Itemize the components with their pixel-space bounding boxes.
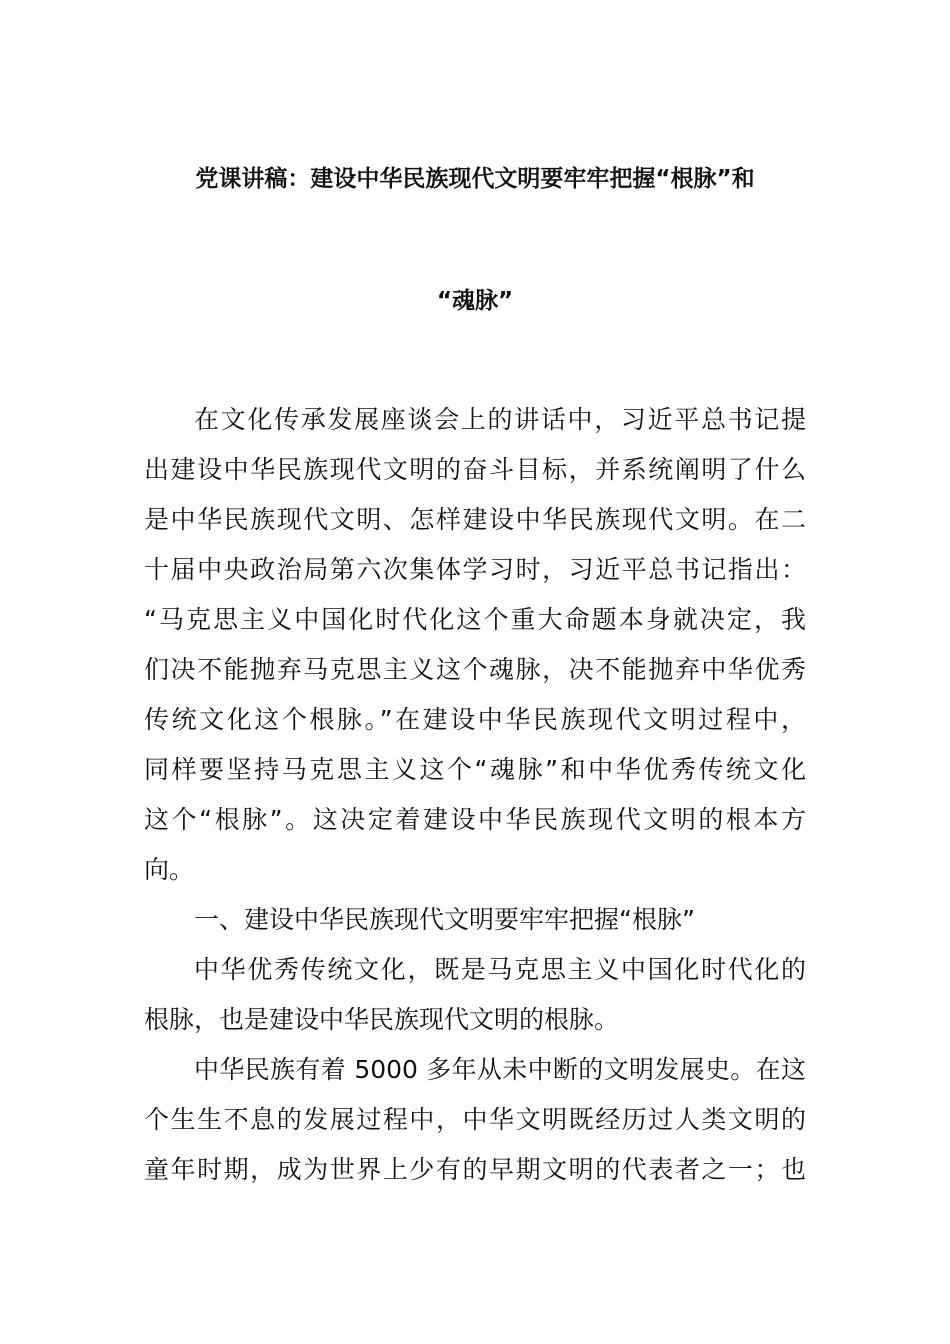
paragraph-line: 向。 — [144, 855, 195, 884]
paragraph-line: 中华优秀传统文化，既是马克思主义中国化时代化的 — [194, 955, 806, 984]
document-title-line-1: 党课讲稿：建设中华民族现代文明要牢牢把握“根脉”和 — [195, 166, 755, 192]
paragraph-line: 们决不能抛弃马克思主义这个魂脉，决不能抛弃中华优秀 — [144, 655, 806, 684]
paragraph-line: 根脉，也是建设中华民族现代文明的根脉。 — [144, 1005, 620, 1034]
paragraph-line: 出建设中华民族现代文明的奋斗目标，并系统阐明了什么 — [144, 455, 806, 484]
paragraph-line: 传统文化这个根脉。”在建设中华民族现代文明过程中， — [144, 705, 806, 734]
paragraph-line: 在文化传承发展座谈会上的讲话中，习近平总书记提 — [194, 405, 806, 434]
paragraph-line: “马克思主义中国化时代化这个重大命题本身就决定，我 — [144, 605, 806, 634]
paragraph-line: 是中华民族现代文明、怎样建设中华民族现代文明。在二 — [144, 505, 806, 534]
section-heading: 一、建设中华民族现代文明要牢牢把握“根脉” — [194, 905, 695, 934]
paragraph-line: 这个“根脉”。这决定着建设中华民族现代文明的根本方 — [144, 805, 806, 834]
paragraph-line: 中华民族有着 5000 多年从未中断的文明发展史。在这 — [194, 1055, 806, 1084]
paragraph-line: 童年时期，成为世界上少有的早期文明的代表者之一；也 — [144, 1155, 806, 1184]
paragraph-line: 十届中央政治局第六次集体学习时，习近平总书记指出： — [144, 555, 806, 584]
document-body — [144, 400, 806, 1200]
document-title-line-2: “魂脉” — [436, 288, 514, 314]
paragraph-line: 个生生不息的发展过程中，中华文明既经历过人类文明的 — [144, 1105, 806, 1134]
paragraph-line: 同样要坚持马克思主义这个“魂脉”和中华优秀传统文化 — [144, 755, 806, 784]
